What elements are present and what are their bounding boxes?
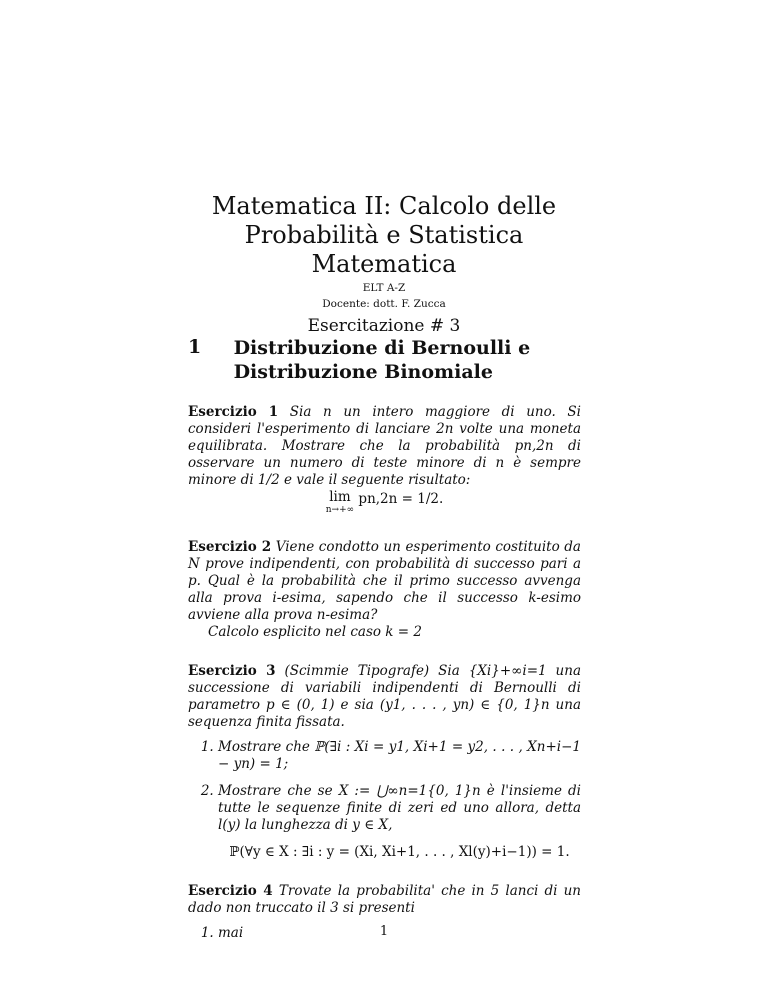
exercise-text: Trovate la probabilita' che in 5 lanci di un dado non truccato il 3 si presenti [188, 883, 581, 916]
exercise-items [188, 739, 581, 861]
title-block [0, 192, 768, 337]
section-number: 1 [188, 336, 202, 358]
exercise-note: Calcolo esplicito nel caso k = 2 [208, 624, 422, 640]
exercise-item-text: Mostrare che se X := ⋃∞n=1{0, 1}n è l'insieme di tutte le sequenze finite di zeri ed uno allora, detta l(y) la lunghezza di y ∈ X, [218, 783, 581, 833]
exercise-text: (Scimmie Tipografe) Sia {Xi}+∞i=1 una successione di variabili indipendenti di Bernoulli di parametro p ∈ (0, 1) e sia (y1, . . . , yn) ∈ {0, 1}n una sequenza finita fissata. [188, 663, 581, 730]
limit-expression: pn,2n = 1/2. [358, 491, 444, 507]
exercise-2 [188, 539, 581, 641]
exercise-label: Esercizio 1 [188, 404, 279, 420]
exercise-item: 1. Mostrare che ℙ(∃i : Xi = y1, Xi+1 = y2, . . . , Xn+i−1 − yn) = 1; [218, 739, 581, 773]
limit-formula [188, 491, 581, 517]
limit-lim: lim [329, 489, 351, 505]
exercise-label: Esercizio 3 [188, 663, 276, 679]
section-title: Distribuzione di Bernoulli e Distribuzione Binomiale [233, 337, 531, 383]
exercise-text: Viene condotto un esperimento costituito da N prove indipendenti, con probabilità di successo pari a p. Qual è la probabilità che il primo successo avvenga alla prova i-esima, sapendo che il successo k-esimo avviene alla prova n-esima? [188, 539, 581, 623]
limit-operator [326, 491, 354, 517]
display-formula: ℙ(∀y ∈ X : ∃i : y = (Xi, Xi+1, . . . , Xl(y)+i−1)) = 1. [229, 844, 570, 860]
page-number: 1 [379, 924, 389, 939]
exercise-label: Esercizio 2 [188, 539, 272, 555]
exercise-item: 1. mai [218, 925, 581, 942]
course-code: ELT A-Z [362, 282, 406, 294]
exercises-content [188, 404, 581, 964]
document-title: Matematica II: Calcolo delle Probabilità e Statistica Matematica [211, 192, 557, 278]
limit-subscript: n→+∞ [325, 505, 355, 515]
exercise-3 [188, 663, 581, 861]
exercise-item [218, 783, 581, 861]
exercise-label: Esercizio 4 [188, 883, 273, 899]
exercise-1 [188, 404, 581, 517]
teacher-name: Docente: dott. F. Zucca [322, 298, 446, 310]
exercise-text: Sia n un intero maggiore di uno. Si consideri l'esperimento di lanciare 2n volte una moneta equilibrata. Mostrare che la probabilità pn,2n di osservare un numero di teste minore di n è sempre minore di 1/2 e vale il seguente risultato: [188, 404, 581, 488]
exercise-sheet-title: Esercitazione # 3 [307, 316, 461, 336]
section-heading [188, 336, 598, 384]
